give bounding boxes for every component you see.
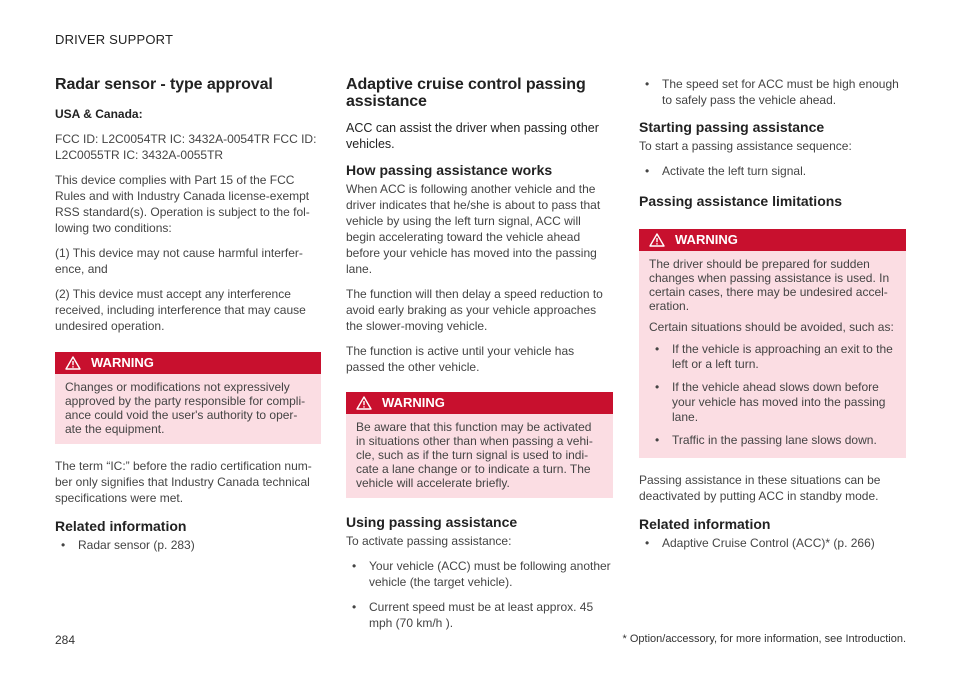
column-3 — [639, 76, 906, 560]
warning-label: WARNING — [382, 395, 445, 410]
start-list — [639, 163, 906, 179]
start-intro: To start a passing assistance sequence: — [639, 139, 852, 153]
page-number: 284 — [55, 633, 76, 647]
list-item — [346, 599, 613, 631]
related-list — [55, 537, 321, 553]
using-list — [346, 558, 613, 631]
warning-header — [639, 229, 906, 251]
list-item-text: Current speed must be at least approx. 45 mph (70 km/h ). — [369, 600, 594, 630]
how-text-3: The function is active until your vehicle has passed the other vehicle. — [346, 344, 575, 374]
bullet: • — [655, 433, 660, 447]
warning-body — [639, 251, 906, 458]
region-subhead: USA & Canada: — [55, 107, 143, 121]
ic-term-text: The term “IC:” before the radio certification num-ber only signifies that Industry Canada technical specifications were met. — [55, 459, 312, 505]
start-title: Starting passing assistance — [639, 119, 825, 135]
column-2 — [346, 76, 613, 640]
using-title: Using passing assistance — [346, 514, 518, 530]
section-title-passing: Adaptive cruise control passing assistance — [346, 76, 586, 110]
condition-1: (1) This device may not cause harmful interfer-ence, and — [55, 246, 303, 276]
warning-label: WARNING — [675, 232, 738, 247]
fcc-id-text: FCC ID: L2C0054TR IC: 3432A-0054TR FCC ID: L2C0055TR IC: 3432A-0055TR — [55, 132, 317, 162]
related-link-text[interactable]: Adaptive Cruise Control (ACC)* (p. 266) — [662, 536, 875, 550]
how-text-1: When ACC is following another vehicle and the driver indicates that he/she is about to pass that vehicle by using the left turn signal, ACC will begin accelerating toward the vehicle ahead before your vehicle has moved into the passing lane. — [346, 182, 601, 276]
warning-list — [649, 342, 896, 448]
bullet: • — [645, 164, 650, 178]
bullet: • — [655, 342, 660, 356]
warning-body — [346, 414, 613, 498]
bullet: • — [61, 538, 66, 552]
list-item — [649, 342, 896, 372]
warning-label: WARNING — [91, 355, 154, 370]
using-intro: To activate passing assistance: — [346, 534, 512, 548]
how-text-2: The function will then delay a speed reduction to avoid early braking as your vehicle approaches the slower-moving vehicle. — [346, 287, 603, 333]
list-item — [649, 380, 896, 425]
list-item — [649, 433, 896, 448]
bullet: • — [352, 600, 357, 614]
compliance-text: This device complies with Part 15 of the FCC Rules and with Industry Canada license-exempt RSS standard(s). Operation is subject to the fol-lowing two conditions: — [55, 173, 310, 235]
list-item-text: Traffic in the passing lane slows down. — [672, 433, 877, 447]
warning-text-2: Certain situations should be avoided, such as: — [649, 320, 894, 334]
list-item-text: If the vehicle is approaching an exit to the left or a left turn. — [672, 342, 893, 371]
related-link-radar-sensor[interactable] — [55, 537, 321, 553]
limits-title: Passing assistance limitations — [639, 193, 843, 209]
list-item-text: Your vehicle (ACC) must be following another vehicle (the target vehicle). — [369, 559, 611, 589]
warning-header — [346, 392, 613, 414]
footnote: * Option/accessory, for more information, see Introduction. — [622, 633, 906, 645]
warning-text: Changes or modifications not expressively approved by the party responsible for compli-ance could void the user's authority to oper-ate the equipment. — [65, 380, 306, 436]
column-1 — [55, 76, 321, 562]
list-item — [639, 76, 906, 108]
warning-box-limits — [639, 229, 906, 458]
list-item-text: If the vehicle ahead slows down before your vehicle has moved into the passing lane. — [672, 380, 886, 424]
list-item — [346, 558, 613, 590]
warning-text: Be aware that this function may be activated in situations other than when passing a vehi-cle, such as if the turn signal is used to indi-cate a lane change or to indicate a turn. The vehicle will accelerate briefly. — [356, 420, 593, 490]
related-link-acc[interactable] — [639, 535, 906, 551]
bullet: • — [645, 77, 650, 91]
lead-text: ACC can assist the driver when passing other vehicles. — [346, 121, 599, 151]
bullet: • — [655, 380, 660, 394]
warning-triangle-icon — [649, 233, 665, 247]
list-item-text: The speed set for ACC must be high enough to safely pass the vehicle ahead. — [662, 77, 899, 107]
deactivate-text: Passing assistance in these situations can be deactivated by putting ACC in standby mode. — [639, 473, 881, 503]
continued-list — [639, 76, 906, 108]
related-info-title: Related information — [639, 516, 771, 532]
warning-header — [55, 352, 321, 374]
bullet: • — [645, 536, 650, 550]
warning-triangle-icon — [356, 396, 372, 410]
warning-box-passing — [346, 392, 613, 498]
list-item — [639, 163, 906, 179]
condition-2: (2) This device must accept any interference received, including interference that may cause undesired operation. — [55, 287, 306, 333]
bullet: • — [352, 559, 357, 573]
warning-box-radar — [55, 352, 321, 444]
section-title-radar: Radar sensor - type approval — [55, 76, 273, 93]
related-link-text[interactable]: Radar sensor (p. 283) — [78, 538, 195, 552]
warning-text-1: The driver should be prepared for sudden changes when passing assistance is used. In certain cases, there may be undesired accel-eration. — [649, 257, 890, 313]
how-title: How passing assistance works — [346, 162, 553, 178]
list-item-text: Activate the left turn signal. — [662, 164, 807, 178]
warning-body — [55, 374, 321, 444]
related-info-title: Related information — [55, 518, 187, 534]
section-header: DRIVER SUPPORT — [55, 32, 174, 47]
warning-triangle-icon — [65, 356, 81, 370]
related-list — [639, 535, 906, 551]
